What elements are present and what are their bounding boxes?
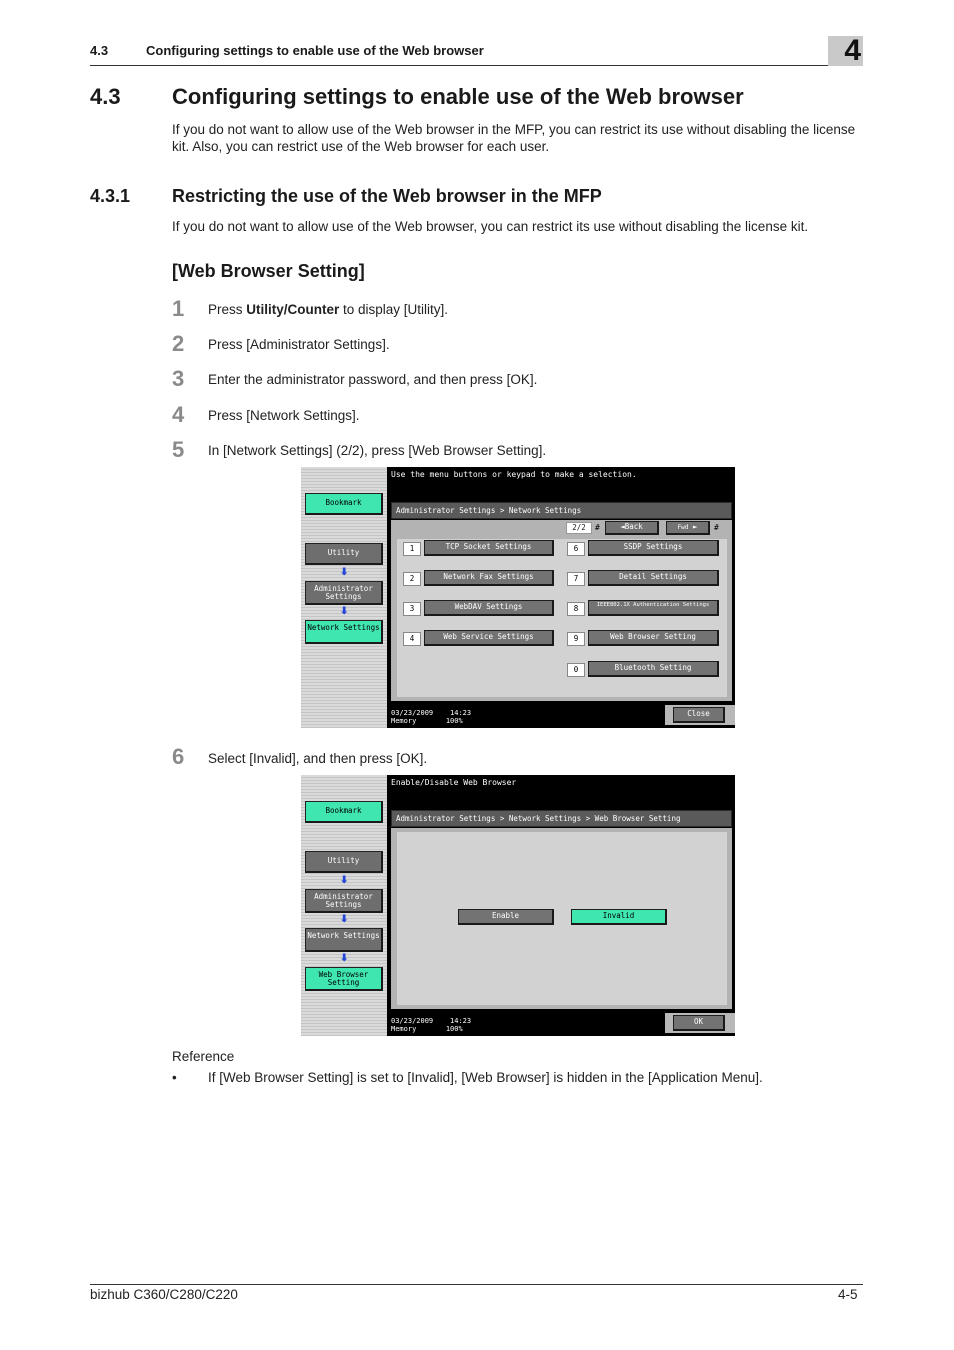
bullet-icon: • xyxy=(172,1070,177,1085)
status-readout xyxy=(391,1017,471,1033)
network-settings-button[interactable]: Network Settings xyxy=(305,928,383,952)
menu-number: 1 xyxy=(403,542,421,556)
running-header-title: Configuring settings to enable use of the Web browser xyxy=(146,43,484,58)
utility-button[interactable]: Utility xyxy=(305,543,383,565)
web-browser-setting-button[interactable]: Web Browser Setting xyxy=(305,967,383,991)
step-text: Press [Network Settings]. xyxy=(208,408,360,423)
menu-number: 6 xyxy=(567,542,585,556)
back-label: Back xyxy=(624,522,643,531)
menu-number: 8 xyxy=(567,602,585,616)
step-number: 1 xyxy=(172,296,185,321)
ok-tab xyxy=(665,1013,735,1033)
breadcrumb xyxy=(391,502,732,519)
tcp-socket-settings-button[interactable]: TCP Socket Settings xyxy=(424,540,554,556)
chapter-tab xyxy=(828,36,863,66)
ieee8021x-authentication-settings-button[interactable]: IEEE802.1X Authentication Settings xyxy=(588,600,719,616)
menu-number: 3 xyxy=(403,602,421,616)
step-text: In [Network Settings] (2/2), press [Web Browser Setting]. xyxy=(208,443,547,458)
forward-button[interactable] xyxy=(666,521,710,535)
panel-message-bar xyxy=(387,775,735,807)
network-fax-settings-button[interactable]: Network Fax Settings xyxy=(424,570,554,586)
status-memory-label: Memory xyxy=(391,1025,417,1033)
mfp-screen-web-browser-setting xyxy=(301,775,735,1036)
mfp-screen-network-settings xyxy=(301,467,735,728)
step-text: Enter the administrator password, and then press [OK]. xyxy=(208,372,538,387)
footer-page-number: 4-5 xyxy=(838,1287,858,1302)
status-date: 03/23/2009 xyxy=(391,709,434,717)
breadcrumb xyxy=(391,810,732,827)
procedure-heading: [Web Browser Setting] xyxy=(172,261,365,281)
status-readout xyxy=(391,709,471,725)
section-intro: If you do not want to allow use of the Web browser in the MFP, you can restrict its use without disabling the license kit. Also, you can restrict use of the Web browser for each user. xyxy=(172,122,856,154)
status-date: 03/23/2009 xyxy=(391,1017,434,1025)
close-button[interactable]: Close xyxy=(673,707,725,723)
status-memory-label: Memory xyxy=(391,717,417,725)
section-title: Configuring settings to enable use of the Web browser xyxy=(172,84,744,109)
menu-number: 9 xyxy=(567,632,585,646)
step-number: 6 xyxy=(172,744,185,769)
selection-area xyxy=(397,832,727,1005)
forward-label: Fwd xyxy=(677,524,689,531)
utility-button[interactable]: Utility xyxy=(305,851,383,873)
back-button[interactable] xyxy=(605,521,659,535)
status-time: 14:23 xyxy=(450,1017,472,1025)
arrow-down-icon: ⬇ xyxy=(340,953,349,964)
webdav-settings-button[interactable]: WebDAV Settings xyxy=(424,600,554,616)
panel-main xyxy=(391,520,732,701)
arrow-down-icon: ⬇ xyxy=(340,875,349,886)
arrow-left-icon: ◄ xyxy=(620,522,625,531)
administrator-settings-button[interactable]: Administrator Settings xyxy=(305,581,383,605)
chapter-number: 4 xyxy=(844,34,861,67)
reference-label: Reference xyxy=(172,1049,235,1064)
network-settings-button[interactable]: Network Settings xyxy=(305,620,383,644)
menu-area xyxy=(397,539,727,697)
bookmark-button[interactable]: Bookmark xyxy=(305,801,383,823)
menu-number: 7 xyxy=(567,572,585,586)
panel-message-bar xyxy=(387,467,735,499)
panel-status-bar xyxy=(387,1013,735,1036)
panel-sidebar xyxy=(301,467,387,728)
ok-button[interactable]: OK xyxy=(673,1015,725,1031)
subsection-title: Restricting the use of the Web browser in the MFP xyxy=(172,186,602,206)
hash-mark: # xyxy=(714,523,719,532)
bluetooth-setting-button[interactable]: Bluetooth Setting xyxy=(588,661,719,677)
page-indicator: 2/2 xyxy=(566,522,592,534)
panel-message: Use the menu buttons or keypad to make a selection. xyxy=(391,470,637,479)
status-memory-value: 100% xyxy=(445,1025,463,1033)
status-memory-value: 100% xyxy=(445,717,463,725)
section-number: 4.3 xyxy=(90,84,121,109)
ssdp-settings-button[interactable]: SSDP Settings xyxy=(588,540,719,556)
reference-text: If [Web Browser Setting] is set to [Invalid], [Web Browser] is hidden in the [Application Menu]. xyxy=(208,1070,763,1085)
panel-main xyxy=(391,828,732,1009)
step-number: 2 xyxy=(172,331,185,356)
footer-product: bizhub C360/C280/C220 xyxy=(90,1287,238,1302)
running-header xyxy=(90,40,863,66)
web-service-settings-button[interactable]: Web Service Settings xyxy=(424,630,554,646)
menu-number: 4 xyxy=(403,632,421,646)
footer-rule xyxy=(90,1284,863,1285)
menu-number: 2 xyxy=(403,572,421,586)
step-text: Press [Administrator Settings]. xyxy=(208,337,390,352)
step-number: 4 xyxy=(172,402,185,427)
detail-settings-button[interactable]: Detail Settings xyxy=(588,570,719,586)
step-number: 5 xyxy=(172,437,185,462)
step-number: 3 xyxy=(172,366,185,391)
close-tab xyxy=(665,705,735,725)
status-time: 14:23 xyxy=(450,709,472,717)
step-text: Select [Invalid], and then press [OK]. xyxy=(208,751,428,766)
invalid-button[interactable]: Invalid xyxy=(571,909,667,925)
arrow-down-icon: ⬇ xyxy=(340,914,349,925)
step-text: Press Utility/Counter to display [Utility]. xyxy=(208,302,449,317)
web-browser-setting-button[interactable]: Web Browser Setting xyxy=(588,630,719,646)
panel-status-bar xyxy=(387,705,735,728)
arrow-down-icon: ⬇ xyxy=(340,567,349,578)
running-header-section-number: 4.3 xyxy=(90,43,109,58)
arrow-down-icon: ⬇ xyxy=(340,606,349,617)
panel-sidebar xyxy=(301,775,387,1036)
subsection-intro: If you do not want to allow use of the Web browser, you can restrict its use without disabling the license kit. xyxy=(172,219,809,234)
breadcrumb-text: Administrator Settings > Network Settings xyxy=(396,506,582,515)
administrator-settings-button[interactable]: Administrator Settings xyxy=(305,889,383,913)
panel-message: Enable/Disable Web Browser xyxy=(391,778,517,787)
menu-number: 0 xyxy=(567,663,585,677)
subsection-number: 4.3.1 xyxy=(90,186,131,206)
breadcrumb-text: Administrator Settings > Network Settings > Web Browser Setting xyxy=(396,814,681,823)
step-text-bold: Utility/Counter xyxy=(246,302,340,317)
arrow-right-icon: ► xyxy=(692,522,698,531)
enable-button[interactable]: Enable xyxy=(458,909,554,925)
bookmark-button[interactable]: Bookmark xyxy=(305,493,383,515)
hash-mark: # xyxy=(595,523,600,532)
